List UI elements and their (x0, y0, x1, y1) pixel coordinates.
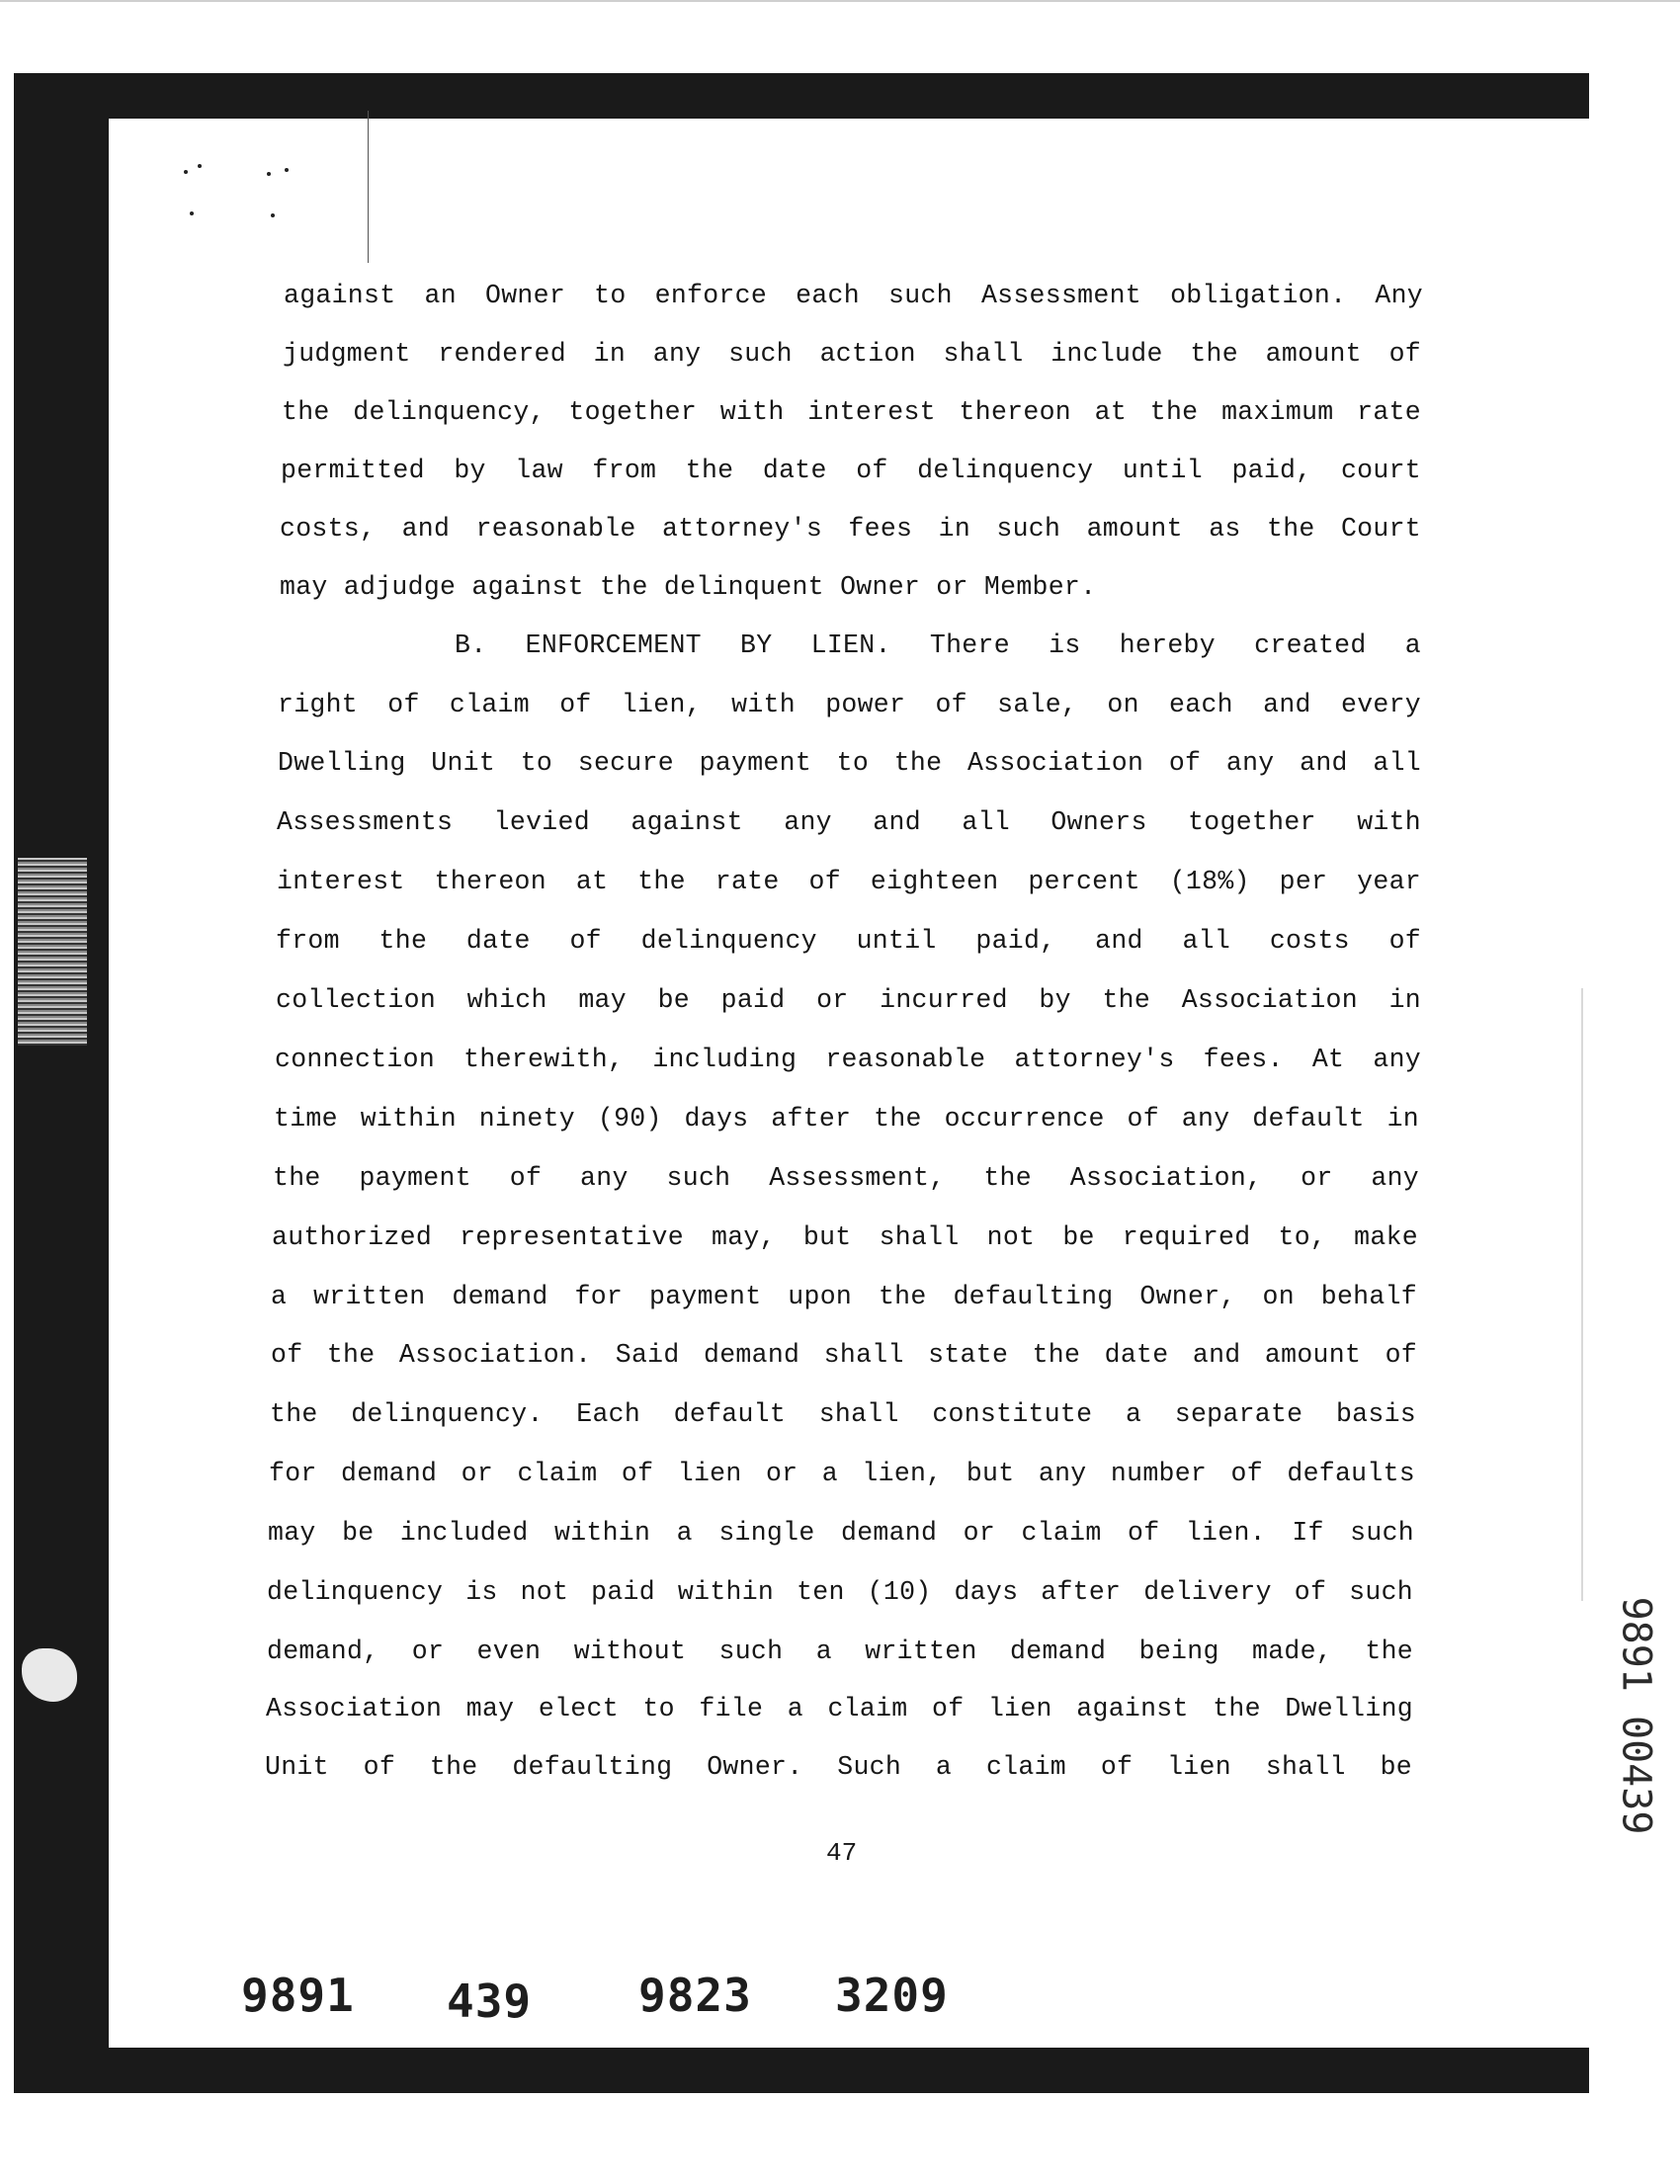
scan-frame-bottom (14, 2048, 1589, 2093)
scan-top-edge (0, 0, 1680, 2)
text-line: Assessments levied against any and all Owners together with (277, 807, 1421, 837)
scan-right-edge (1581, 988, 1583, 1601)
text-line: a written demand for payment upon the defaulting Owner, on behalf (271, 1282, 1417, 1311)
scan-speck (271, 213, 275, 217)
text-line: judgment rendered in any such action shall include the amount of (283, 339, 1421, 369)
text-line: from the date of delinquency until paid, and all costs of (276, 926, 1421, 956)
text-line: Unit of the defaulting Owner. Such a claim of lien shall be (265, 1752, 1412, 1782)
scan-speck (190, 211, 194, 215)
text-line: authorized representative may, but shall not be required to, make (272, 1222, 1418, 1252)
text-line: the delinquency, together with interest thereon at the maximum rate (282, 397, 1421, 427)
text-line: time within ninety (90) days after the occurrence of any default in (274, 1104, 1419, 1134)
text-line: demand, or even without such a written demand being made, the (267, 1637, 1413, 1666)
text-line: the delinquency. Each default shall constitute a separate basis (270, 1399, 1416, 1429)
book-stamp-number: 9891 (241, 1969, 355, 2022)
text-line: the payment of any such Assessment, the Association, or any (273, 1163, 1419, 1193)
text-line: collection which may be paid or incurred by the Association in (276, 985, 1421, 1015)
text-line: may be included within a single demand or claim of lien. If such (268, 1518, 1414, 1548)
text-line: Dwelling Unit to secure payment to the Association of any and all (278, 748, 1421, 778)
text-line: against an Owner to enforce each such Assessment obligation. Any (284, 281, 1423, 310)
scan-speck (285, 168, 289, 172)
page-number: 47 (826, 1838, 858, 1868)
text-line: of the Association. Said demand shall state the date and amount of (271, 1340, 1417, 1370)
text-line: permitted by law from the date of delinquency until paid, court (281, 456, 1421, 485)
document-stamp-number: 9823 (638, 1969, 752, 2022)
scan-frame-top (14, 73, 1589, 119)
text-line: interest thereon at the rate of eighteen percent (18%) per year (277, 867, 1421, 896)
scan-speck (267, 172, 271, 176)
scan-frame-left (14, 73, 109, 2093)
text-line: costs, and reasonable attorney's fees in such amount as the Court (280, 514, 1421, 544)
margin-rule (368, 111, 369, 263)
text-line: for demand or claim of lien or a lien, but any number of defaults (269, 1459, 1415, 1488)
scan-speck (184, 170, 188, 174)
section-heading-line: B. ENFORCEMENT BY LIEN. There is hereby created a (455, 630, 1421, 660)
text-line: delinquency is not paid within ten (10) days after delivery of such (267, 1577, 1413, 1607)
scan-noise (18, 858, 87, 1046)
text-line: may adjudge against the delinquent Owner or Member. (280, 572, 1097, 602)
side-stamp-text: 9891 00439 (1613, 1596, 1659, 1835)
text-line: connection therewith, including reasonable attorney's fees. At any (275, 1045, 1421, 1074)
text-line: right of claim of lien, with power of sale, on each and every (278, 690, 1421, 719)
text-line: Association may elect to file a claim of lien against the Dwelling (266, 1694, 1413, 1723)
scan-speck (198, 164, 202, 168)
page-stamp-number: 439 (447, 1974, 533, 2028)
record-stamp-number: 3209 (835, 1969, 949, 2022)
side-book-page-stamp (1599, 1593, 1672, 1838)
